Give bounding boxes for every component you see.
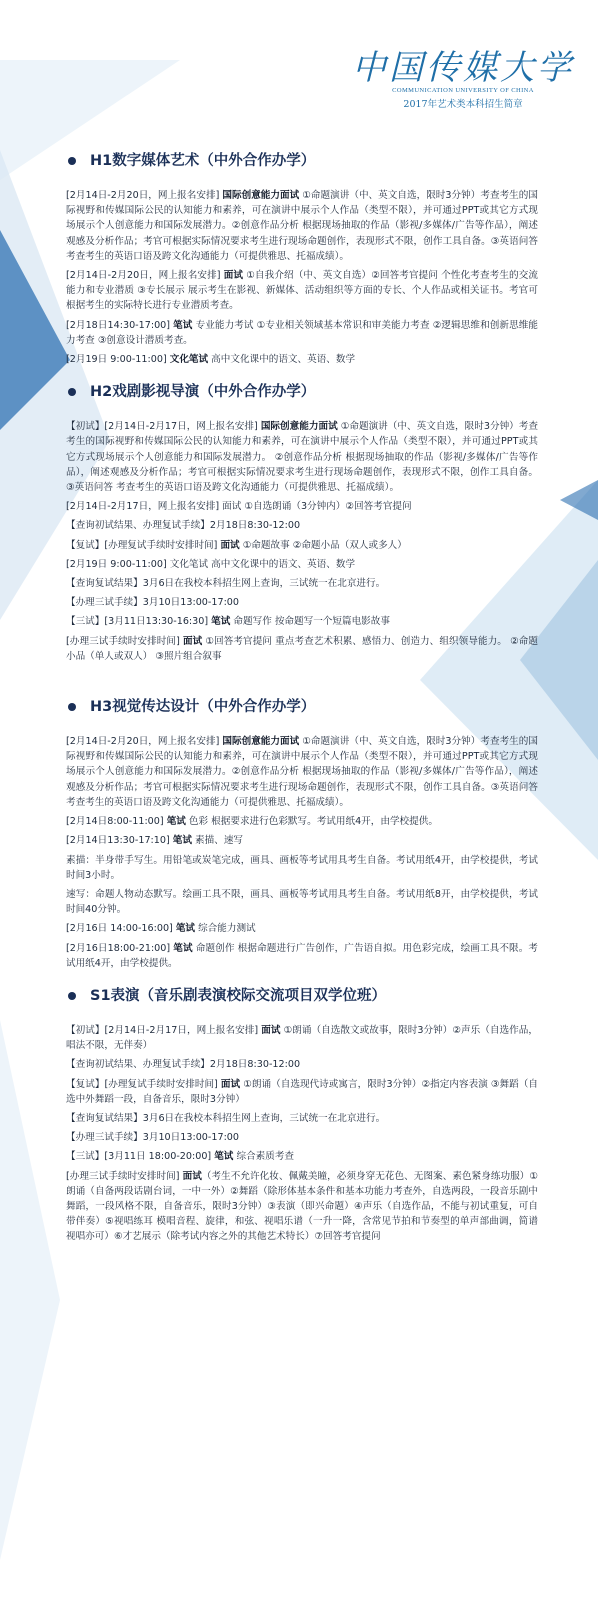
section-h2: [66, 381, 538, 664]
text-line: 【查询初试结果、办理复试手续】2月18日8:30-12:00: [66, 520, 301, 532]
text-line: 【办理三试手续】3月10日13:00-17:00: [66, 597, 240, 609]
text-line: [2月16日18:00-21:00] 笔试 命题创作 根据命题进行广告创作，广告语自拟。用色彩完成，绘画工具不限。考试用纸4开，由学校提供。: [66, 942, 539, 969]
text-line: 【办理三试手续】3月10日13:00-17:00: [66, 1132, 240, 1144]
text-line: [2月14日-2月20日，网上报名安排] 面试 ①自我介绍（中、英文自选）②回答考官提问 个性化考查考生的交流能力和专业潜质 ③专长展示 展示考生在影视、新媒体、活动组织等方面的专长、个人作品或相关证书。考官可根据考生的实际特长进行专业潜质考查。: [66, 270, 539, 312]
text-line: 【初试】[2月14日-2月17日，网上报名安排] 面试 ①朗诵（自选散文或故事，限时3分钟）②声乐（自选作品，唱法不限，无伴奏）: [66, 1024, 539, 1052]
spacer: [66, 678, 538, 696]
text-line: [2月14日-2月20日，网上报名安排] 国际创意能力面试 ①命题演讲（中、英文自选，限时3分钟）考查考生的国际视野和传媒国际公民的认知能力和素养，可在演讲中展示个人作品（类型不限），并可通过PPT或其它方式现场展示个人创意能力和国际发展潜力。②创意作品分析 根据现场抽取的作品（影视/多媒体/广告等作品），阐述观感及分析作品；考官可根据实际情况要求考生进行现场命题创作，表现形式不限，创作工具自备。③英语问答 考查考生的英语口语及跨文化沟通能力（可提供雅思、托福成绩）。: [66, 736, 538, 808]
text-line: 【初试】[2月14日-2月17日，网上报名安排] 国际创意能力面试 ①命题演讲（中、英文自选，限时3分钟）考查考生的国际视野和传媒国际公民的认知能力和素养，可在演讲中展示个人作品（类型不限），并可通过PPT或其它方式现场展示个人创意能力和国际发展潜力。 ②创意作品分析 根据现场抽取的作品（影视/多媒体/广告等作品），阐述观感及分析作品；考官可根据实际情况要求考生进行现场命题创作，表现形式不限，创作工具自备。 ③英语问答 考查考生的英语口语及跨文化沟通能力（可提供雅思、托福成绩）。: [66, 421, 538, 494]
logo-english: COMMUNICATION UNIVERSITY OF CHINA: [392, 87, 534, 94]
logo-text: 中国传媒大学: [352, 48, 574, 88]
brochure-title: 2017年艺术类本科招生简章: [403, 99, 523, 110]
text-line: 【查询初试结果、办理复试手续】2月18日8:30-12:00: [66, 1059, 301, 1071]
text-line: [办理三试手续时安排时间] 面试 ①回答考官提问 重点考查艺术积累、感悟力、创造力、组织领导能力。 ②命题小品（单人或双人） ③照片组合叙事: [66, 635, 538, 662]
text-line: 【查询复试结果】3月6日在我校本科招生网上查询，三试统一在北京进行。: [66, 1112, 386, 1124]
section-s1: [66, 985, 538, 1245]
text-line: [2月18日14:30-17:00] 笔试 专业能力考试 ①专业相关领域基本常识和审美能力考查 ②逻辑思维和创新思维能力考查 ③创意设计潜质考查。: [66, 319, 538, 346]
text-line: 【三试】[3月11日13:30-16:30] 笔试 命题写作 按命题写一个短篇电影故事: [66, 616, 390, 628]
section-title: H3视觉传达设计（中外合作办学）: [66, 696, 538, 718]
text-line: [2月14日13:30-17:10] 笔试 素描、速写: [66, 835, 244, 847]
main-content: [66, 150, 538, 1259]
section-title: H2戏剧影视导演（中外合作办学）: [66, 381, 538, 403]
text-line: 【查询复试结果】3月6日在我校本科招生网上查询，三试统一在北京进行。: [66, 578, 386, 590]
text-line: 【复试】[办理复试手续时安排时间] 面试 ①命题故事 ②命题小品（双人或多人）: [66, 539, 407, 551]
section-title: S1表演（音乐剧表演校际交流项目双学位班）: [66, 985, 538, 1007]
bottom-left-shape: [0, 1020, 60, 1560]
section-h1: [66, 150, 538, 367]
text-line: [2月14日8:00-11:00] 笔试 色彩 根据要求进行色彩默写。考试用纸4开，由学校提供。: [66, 816, 438, 828]
text-line: 素描：半身带手写生。用铅笔或炭笔完成，画具、画板等考试用具考生自备。考试用纸4开，由学校提供，考试时间3小时。: [66, 854, 538, 881]
text-line: [2月14日-2月20日，网上报名安排] 国际创意能力面试 ①命题演讲（中、英文自选，限时3分钟）考查考生的国际视野和传媒国际公民的认知能力和素养，可在演讲中展示个人作品（类型不限），并可通过PPT或其它方式现场展示个人创意能力和国际发展潜力。②创意作品分析 根据现场抽取的作品（影视/多媒体/广告等作品），阐述观感及分析作品；考官可根据实际情况要求考生进行现场命题创作，表现形式不限，创作工具自备。③英语问答 考查考生的英语口语及跨文化沟通能力（可提供雅思、托福成绩）。: [66, 190, 538, 262]
section-h3: [66, 696, 538, 971]
university-logo: [352, 40, 574, 110]
text-line: 【复试】[办理复试手续时安排时间] 面试 ①朗诵（自选现代诗或寓言，限时3分钟）②指定内容表演 ③舞蹈（自选中外舞蹈一段，自备音乐，限时3分钟）: [66, 1078, 538, 1105]
text-line: 速写：命题人物动态默写。绘画工具不限，画具、画板等考试用具考生自备。考试用纸8开，由学校提供，考试时间40分钟。: [66, 888, 538, 916]
text-line: 【三试】[3月11日 18:00-20:00] 笔试 综合素质考查: [66, 1151, 295, 1163]
section-title: H1数字媒体艺术（中外合作办学）: [66, 150, 538, 172]
text-line: [2月16日 14:00-16:00] 笔试 综合能力测试: [66, 923, 256, 935]
text-line: [2月14日-2月17日，网上报名安排] 面试 ①自选朗诵（3分钟内）②回答考官提问: [66, 501, 412, 513]
text-line: [2月19日 9:00-11:00] 文化笔试 高中文化课中的语文、英语、数学: [66, 354, 356, 366]
text-line: [2月19日 9:00-11:00] 文化笔试 高中文化课中的语文、英语、数学: [66, 558, 356, 570]
text-line: [办理三试手续时安排时间] 面试（考生不允许化妆、佩戴美瞳，必须身穿无花色、无图案、素色紧身练功服）①朗诵（自备两段话剧台词，一中一外）②舞蹈（除形体基本条件和基本功能力考查外，自选两段，一段音乐剧中舞蹈，一段风格不限，自备音乐，限时3分钟）③表演（即兴命题）④声乐（自选作品，不能与初试重复，可自带伴奏）⑤视唱练耳 模唱音程、旋律，和弦、视唱乐谱（一升一降，含常见节拍和节奏型的单声部曲调，简谱视唱亦可）⑥才艺展示（除考试内容之外的其他艺术特长）⑦回答考官提问: [66, 1170, 539, 1243]
